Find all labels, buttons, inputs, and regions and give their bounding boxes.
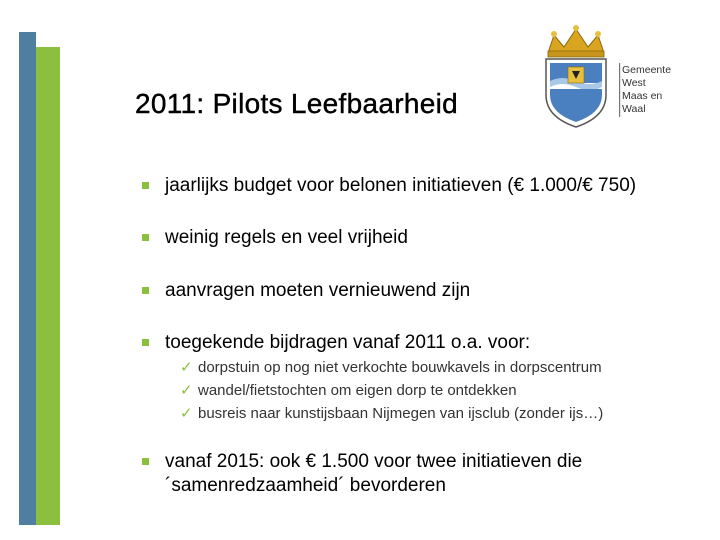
bullet-item [142, 279, 470, 303]
bullet-square-icon [142, 339, 149, 346]
checkmark-icon: ✓ [180, 358, 193, 376]
bullet-text-line: vanaf 2015: ook € 1.500 voor twee initiatieven die [165, 451, 583, 472]
sub-bullet-text: busreis naar kunstijsbaan Nijmegen van ijsclub (zonder ijs…) [198, 404, 604, 422]
bullet-square-icon [142, 182, 149, 189]
bullet-text [165, 450, 582, 498]
bullet-text-line: ´samenredzaamheid´ bevorderen [165, 475, 446, 496]
bullet-item [142, 450, 582, 498]
decorative-blue-bar [19, 32, 36, 525]
sub-bullet-item [180, 404, 603, 422]
bullet-square-icon [142, 287, 149, 294]
checkmark-icon: ✓ [180, 381, 193, 399]
slide-title: 2011: Pilots Leefbaarheid [135, 88, 458, 119]
logo-text [622, 64, 671, 116]
bullet-item [142, 331, 530, 355]
logo-line: Waal [622, 103, 646, 115]
bullet-item [142, 174, 636, 198]
sub-bullet-item [180, 381, 517, 399]
decorative-green-bar [36, 47, 60, 525]
logo-line: Gemeente [622, 64, 672, 76]
bullet-text: weinig regels en veel vrijheid [165, 227, 408, 248]
bullet-square-icon [142, 234, 149, 241]
checkmark-icon: ✓ [180, 404, 193, 422]
sub-bullet-text: wandel/fietstochten om eigen dorp te ontdekken [198, 381, 517, 399]
logo-line: Maas en [622, 90, 663, 102]
crown-icon [548, 25, 604, 57]
bullet-text: jaarlijks budget voor belonen initiatieven (€ 1.000/€ 750) [165, 175, 637, 196]
bullet-item [142, 226, 408, 250]
logo-line: West [622, 77, 646, 89]
sub-bullet-item [180, 358, 602, 376]
sub-bullet-text: dorpstuin op nog niet verkochte bouwkavels in dorpscentrum [198, 358, 602, 376]
bullet-text: toegekende bijdragen vanaf 2011 o.a. voor: [165, 332, 531, 353]
bullet-text: aanvragen moeten vernieuwend zijn [165, 280, 471, 301]
shield-icon [546, 59, 606, 127]
bullet-square-icon [142, 458, 149, 465]
